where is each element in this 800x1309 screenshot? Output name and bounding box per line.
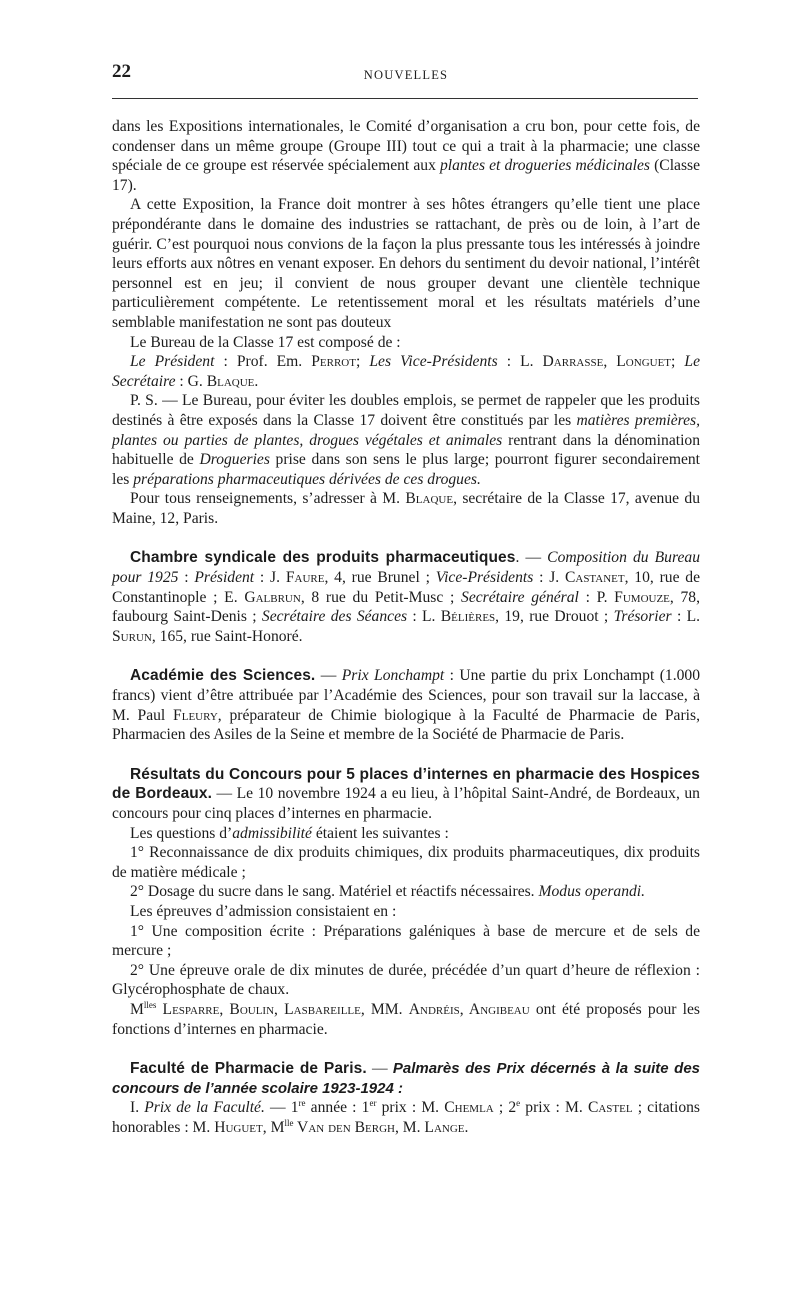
bureau-members: Le Président : Prof. Em. Perrot; Les Vice-Présidents : L. Darrasse, Longuet; Le Secrétaire : G. Blaque. [112, 353, 701, 390]
academie-section: Académie des Sciences. — Prix Lonchampt : Une partie du prix Lonchampt (1.000 francs) vient d’être attribuée par l’Académie des Sciences, pour son travail sur la laccase, à M. Paul Fleury, préparateur de Chimie biologique à la Faculté de Pharmacie de Paris, Pharmacien des Asiles de la Seine et membre de la Société de Pharmacie de Paris. [112, 667, 701, 744]
intro-paragraph-1: dans les Expositions internationales, le Comité d’organisation a cru bon, pour cette fois, de condenser dans un même groupe (Groupe III) tout ce qui a trait à la pharmacie; une classe spéciale de ce groupe est réservée spécialement aux plantes et drogueries médicinales (Classe 17). [112, 118, 701, 194]
faculte-heading: Faculté de Pharmacie de Paris. [130, 1060, 367, 1078]
concours-questions: Les questions d’admissibilité étaient les suivantes : [130, 824, 449, 842]
concours-section: Résultats du Concours pour 5 places d’internes en pharmacie des Hospices de Bordeaux. — Le 10 novembre 1924 a eu lieu, à l’hôpital Saint-André, de Bordeaux, un concours pour cinq places d’internes en pharmacie. [112, 765, 700, 822]
postscript-paragraph: P. S. — Le Bureau, pour éviter les doubles emplois, se permet de rappeler que les produits destinés à être exposés dans la Classe 17 doivent être constitués par les matières premières, plantes ou parties de plantes, drogues végétales et animales rentrant dans la dénomination habituelle de Drogueries prise dans son sens le plus large; pourront figurer secondairement les préparations pharmaceutiques dérivées de ces drogues. [112, 392, 700, 488]
chambre-heading: Chambre syndicale des produits pharmaceutiques [130, 549, 516, 567]
concours-results: $M^{lles}$ Lesparre, Boulin, Lasbareille, MM. Andréis, Angibeau ont été proposés pour les fonctions d’internes en pharmacie. [112, 999, 700, 1038]
concours-admission-1: 1° Une composition écrite : Préparations galéniques à base de mercure et de sels de mercure ; [112, 922, 700, 960]
academie-heading: Académie des Sciences. [130, 667, 316, 685]
concours-admission-2: 2° Une épreuve orale de dix minutes de durée, précédée d’un quart d’heure de réflexion : Glycérophosphate de chaux. [112, 961, 700, 999]
intro-paragraph-3: Le Bureau de la Classe 17 est composé de : [130, 333, 401, 351]
page-header [112, 62, 700, 86]
page-number: 22 [112, 61, 131, 82]
concours-admission: Les épreuves d’admission consistaient en : [130, 902, 397, 920]
faculte-section: Faculté de Pharmacie de Paris. — Palmarès des Prix décernés à la suite des concours de l’année scolaire 1923-1924 : [112, 1060, 701, 1097]
chambre-section: Chambre syndicale des produits pharmaceutiques. — Composition du Bureau pour 1925 : Président : J. Faure, 4, rue Brunel ; Vice-Présidents : J. Castanet, 10, rue de Constantinople ; E. Galbrun, 8 rue du Petit-Musc ; Secrétaire général : P. Fumouze, 78, faubourg Saint-Denis ; Secrétaire des Séances : L. Bélières, 19, rue Drouot ; Trésorier : L. Surun, 165, rue Saint-Honoré. [112, 549, 701, 645]
concours-question-2: 2° Dosage du sucre dans le sang. Matériel et réactifs nécessaires. Modus operandi. [130, 883, 646, 901]
concours-heading: Résultats du Concours pour 5 places d’internes en pharmacie des Hospices de Bordeaux. [112, 765, 700, 803]
running-title: NOUVELLES [363, 68, 449, 82]
article-body [112, 117, 700, 1138]
intro-paragraph-2: A cette Exposition, la France doit montrer à ses hôtes étrangers qu’elle tient une place prépondérante dans le domaine des industries se rattachant, de près ou de loin, à l’art de guérir. C’est pourquoi nous convions de la façon la plus pressante tous les intéressés à joindre leurs efforts aux nôtres en venant exposer. En dehors du sentiment du devoir national, l’intérêt personnel est en jeu; il convient de nous grouper devant une clientèle technique particulièrement compétente. Le retentissement moral et les résultats matériels d’une semblable manifestation ne sont pas douteux [112, 196, 700, 331]
contact-paragraph: Pour tous renseignements, s’adresser à M. Blaque, secrétaire de la Classe 17, avenue du Maine, 12, Paris. [112, 490, 700, 527]
header-rule [112, 98, 698, 99]
concours-question-1: 1° Reconnaissance de dix produits chimiques, dix produits pharmaceutiques, dix produits de matière médicale ; [112, 844, 700, 881]
faculte-prizes: I. Prix de la Faculté. — 1re année : 1er prix : M. Chemla ; 2e prix : M. Castel ; citations honorables : M. Huguet, $M^{lle}$ Van den Bergh, M. Lange. [112, 1098, 701, 1136]
